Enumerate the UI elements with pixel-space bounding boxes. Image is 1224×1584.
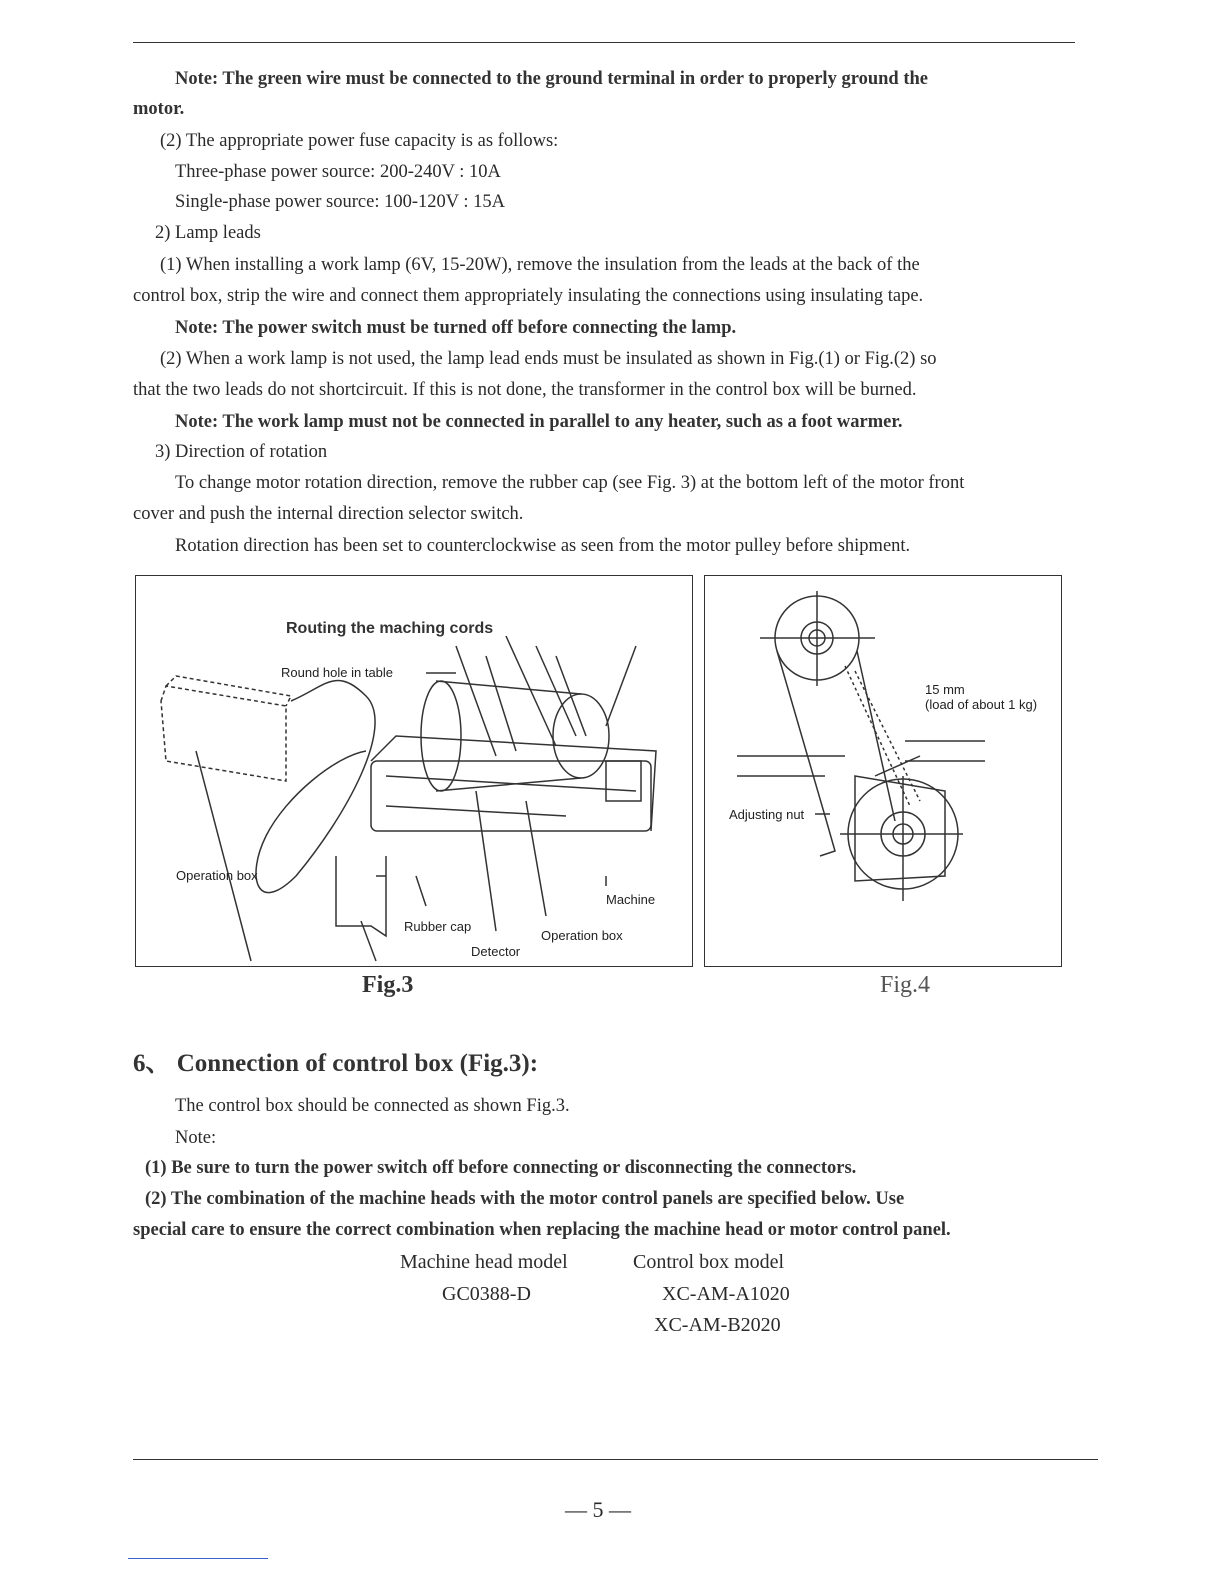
fig4-illustration bbox=[704, 575, 1062, 967]
fig4-label-load: (load of about 1 kg) bbox=[925, 697, 1038, 712]
fuse-intro: (2) The appropriate power fuse capacity is as follows: bbox=[160, 131, 559, 151]
section6-intro: The control box should be connected as shown Fig.3. bbox=[175, 1096, 570, 1116]
fig3-label-operation-box: Operation box bbox=[541, 928, 623, 943]
table-cell-control-box-2: XC-AM-B2020 bbox=[654, 1314, 781, 1336]
note-ground-line1: Note: The green wire must be connected to the ground terminal in order to properly ground the bbox=[175, 69, 928, 89]
page-number: — 5 — bbox=[565, 1497, 631, 1522]
fig3-label-rubber-cap: Rubber cap bbox=[404, 919, 472, 934]
fig3-caption: Fig.3 bbox=[362, 972, 414, 998]
rotation-line3: Rotation direction has been set to counterclockwise as seen from the motor pulley before shipment. bbox=[175, 536, 911, 556]
table-header-machine-head: Machine head model bbox=[400, 1251, 568, 1273]
section6-heading: 6、 Connection of control box (Fig.3): bbox=[133, 1050, 539, 1077]
fig4-drawing bbox=[705, 576, 1061, 966]
section6-note-label: Note: bbox=[175, 1128, 217, 1148]
table-cell-machine-head: GC0388-D bbox=[442, 1283, 531, 1305]
note-power-switch: Note: The power switch must be turned off before connecting the lamp. bbox=[175, 318, 737, 338]
fig3-drawing bbox=[136, 576, 692, 966]
bottom-rule bbox=[133, 1459, 1098, 1460]
fig3-label-operation-box-left: Operation box bbox=[176, 868, 258, 883]
rotation-line1: To change motor rotation direction, remove the rubber cap (see Fig. 3) at the bottom left of the motor front bbox=[175, 473, 965, 493]
fig3-label-detector: Detector bbox=[471, 944, 521, 959]
fig4-label-adjusting-nut: Adjusting nut bbox=[729, 807, 805, 822]
table-header-control-box: Control box model bbox=[633, 1251, 785, 1273]
lamp-unused-line1: (2) When a work lamp is not used, the lamp lead ends must be insulated as shown in Fig.(1) or Fig.(2) so bbox=[160, 349, 937, 369]
lamp-install-line1: (1) When installing a work lamp (6V, 15-20W), remove the insulation from the leads at the back of the bbox=[160, 255, 920, 275]
note-parallel: Note: The work lamp must not be connected in parallel to any heater, such as a foot warmer. bbox=[175, 412, 903, 432]
fig3-label-round-hole: Round hole in table bbox=[281, 665, 394, 680]
fig4-caption: Fig.4 bbox=[880, 972, 931, 998]
fuse-single-phase: Single-phase power source: 100-120V : 15A bbox=[175, 192, 506, 212]
fuse-three-phase: Three-phase power source: 200-240V : 10A bbox=[175, 162, 501, 182]
section6-note1: (1) Be sure to turn the power switch off before connecting or disconnecting the connectors. bbox=[145, 1158, 857, 1178]
fig3-illustration bbox=[135, 575, 693, 967]
fig4-label-15mm: 15 mm bbox=[925, 682, 965, 697]
lamp-leads-heading: 2) Lamp leads bbox=[155, 223, 261, 243]
note-ground-line2: motor. bbox=[133, 99, 185, 119]
rotation-heading: 3) Direction of rotation bbox=[155, 442, 328, 462]
rotation-line2: cover and push the internal direction selector switch. bbox=[133, 504, 524, 524]
lamp-unused-line2: that the two leads do not shortcircuit. If this is not done, the transformer in the control box will be burned. bbox=[133, 380, 917, 400]
lamp-install-line2: control box, strip the wire and connect them appropriately insulating the connections using insulating tape. bbox=[133, 286, 924, 306]
section6-note2-line2: special care to ensure the correct combination when replacing the machine head or motor control panel. bbox=[133, 1220, 951, 1240]
fig3-label-machine: Machine bbox=[606, 892, 656, 907]
section6-note2-line1: (2) The combination of the machine heads with the motor control panels are specified below. Use bbox=[145, 1189, 905, 1209]
top-rule bbox=[133, 42, 1075, 43]
footer-blue-line bbox=[128, 1558, 268, 1559]
table-cell-control-box-1: XC-AM-A1020 bbox=[662, 1283, 790, 1305]
fig3-title: Routing the maching cords bbox=[286, 620, 494, 637]
